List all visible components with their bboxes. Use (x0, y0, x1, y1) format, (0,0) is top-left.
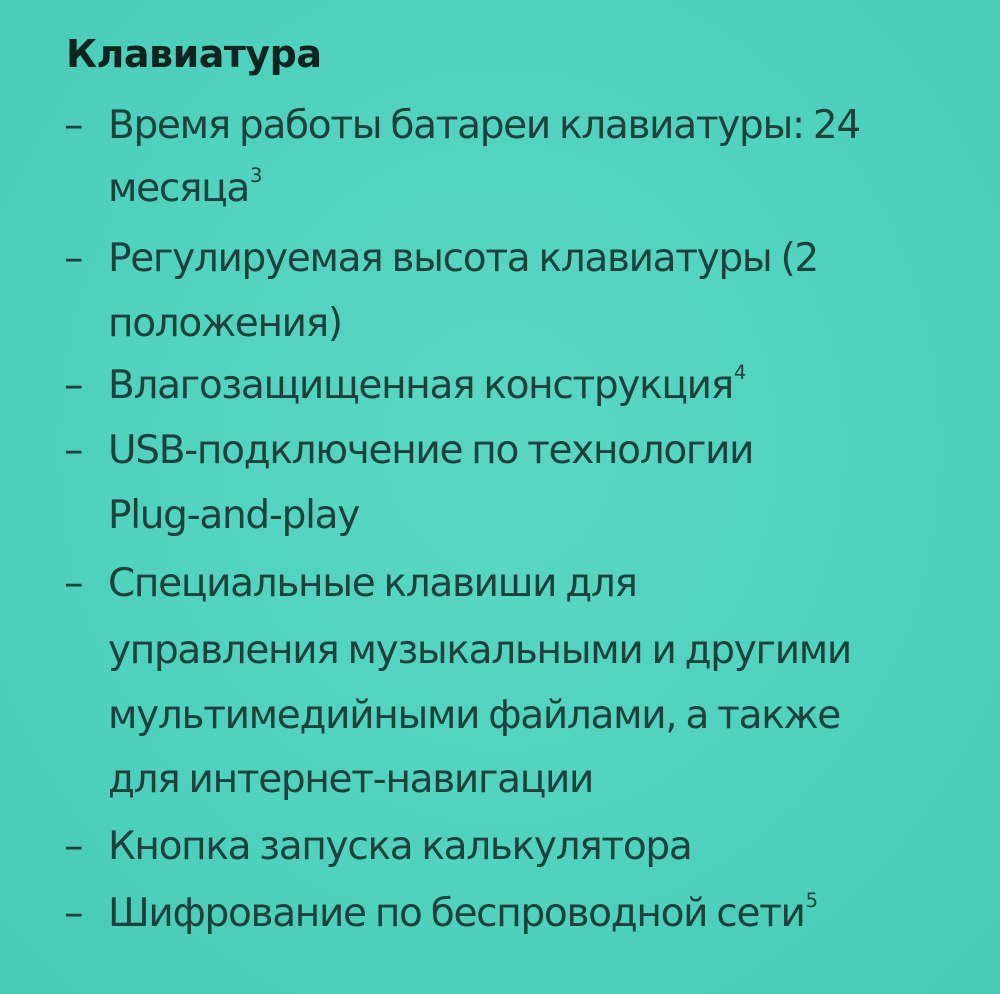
feature-4-line-2: Plug-and-play (108, 493, 360, 538)
feature-2-line-2: положения) (108, 301, 342, 346)
feature-5-line-2: управления музыкальными и другими (108, 628, 851, 673)
bullet-dash: – (64, 236, 84, 281)
feature-4-line-1: USB-подключение по технологии (108, 428, 754, 473)
feature-7-text: Шифрование по беспроводной сети (108, 891, 805, 936)
feature-2-line-1: Регулируемая высота клавиатуры (2 (108, 236, 818, 281)
bullet-dash: – (64, 428, 84, 473)
footnote-marker: 3 (249, 164, 262, 188)
footnote-marker: 4 (733, 361, 745, 385)
feature-6-line-1: Кнопка запуска калькулятора (108, 824, 692, 869)
feature-1-line-2 (108, 159, 261, 225)
bullet-dash: – (64, 824, 84, 869)
section-heading: Клавиатура (66, 32, 322, 76)
feature-3-line-1 (108, 356, 745, 422)
feature-1-line-1: Время работы батареи клавиатуры: 24 (108, 103, 860, 148)
feature-3-text: Влагозащищенная конструкция (108, 363, 733, 408)
bullet-dash: – (64, 561, 84, 606)
bullet-dash: – (64, 891, 84, 936)
bullet-dash: – (64, 363, 84, 408)
feature-5-line-3: мультимедийными файлами, а также (108, 693, 840, 738)
feature-1-text: месяца (108, 166, 249, 211)
feature-5-line-1: Специальные клавиши для (108, 561, 637, 606)
footnote-marker: 5 (805, 889, 817, 913)
feature-7-line-1 (108, 884, 817, 950)
bullet-dash: – (64, 103, 84, 148)
feature-5-line-4: для интернет-навигации (108, 757, 594, 802)
